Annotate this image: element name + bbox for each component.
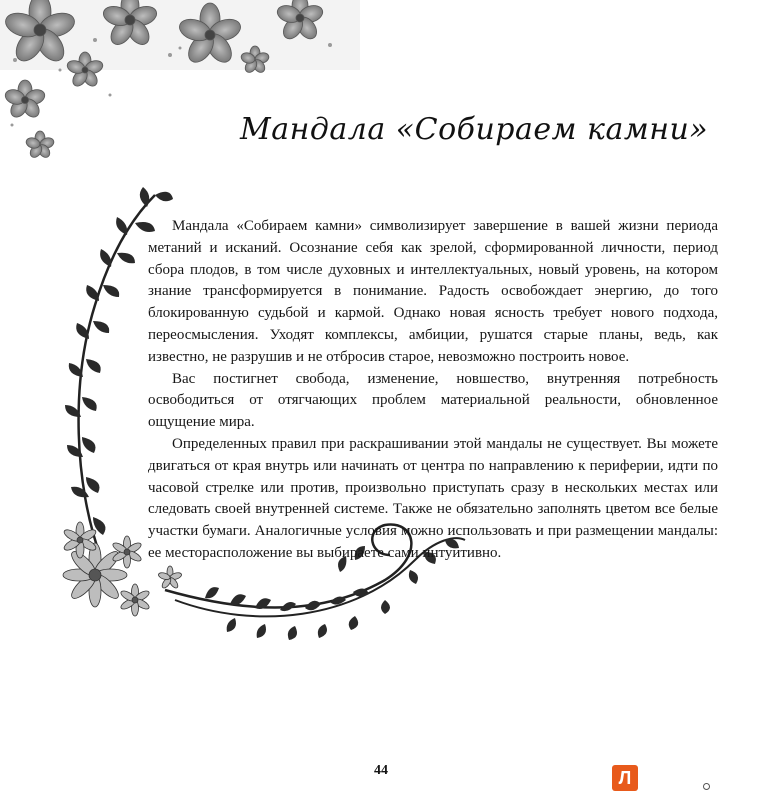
body-text — [148, 216, 718, 565]
corner-dot — [703, 783, 710, 790]
page-number: 44 — [374, 763, 388, 778]
page-title: Мандала «Собираем камни» — [240, 112, 709, 147]
paragraph: Определенных правил при раскрашивании этой мандалы не существует. Вы можете двигаться от края внутрь или начинать от центра по направлению к периферии, идти по часовой стрелке или против, произвольно приступать сразу в нескольких местах или следовать своей внутренней системе. Также не обязательно заполнять цветом все белые участки бумаги. Аналогичные условия можно использовать и при размещении мандалы: ее месторасположение вы выбираете сами интуитивно. — [148, 435, 718, 561]
paragraph: Вас постигнет свобода, изменение, новшество, внутренняя потребность освободиться от отягчающих проблем материальной реальности, обновленное ощущение мира. — [148, 370, 718, 431]
publisher-logo-icon: Л — [612, 765, 638, 791]
paragraph: Мандала «Собираем камни» символизирует завершение в вашей жизни периода метаний и исканий. Осознание себя как зрелой, сформированной личности, период сбора плодов, в том числе духовных и интеллектуальных, новый уровень, на котором знание трансформируется в понимание. Радость освобождает энергию, до того блокированную судьбой и кармой. Однако новая ясность требует нового подхода, переосмысления. Уходят комплексы, амбиции, рушатся старые планы, ведь, как известно, не разрушив и не отбросив старое, невозможно построить новое. — [148, 218, 718, 365]
